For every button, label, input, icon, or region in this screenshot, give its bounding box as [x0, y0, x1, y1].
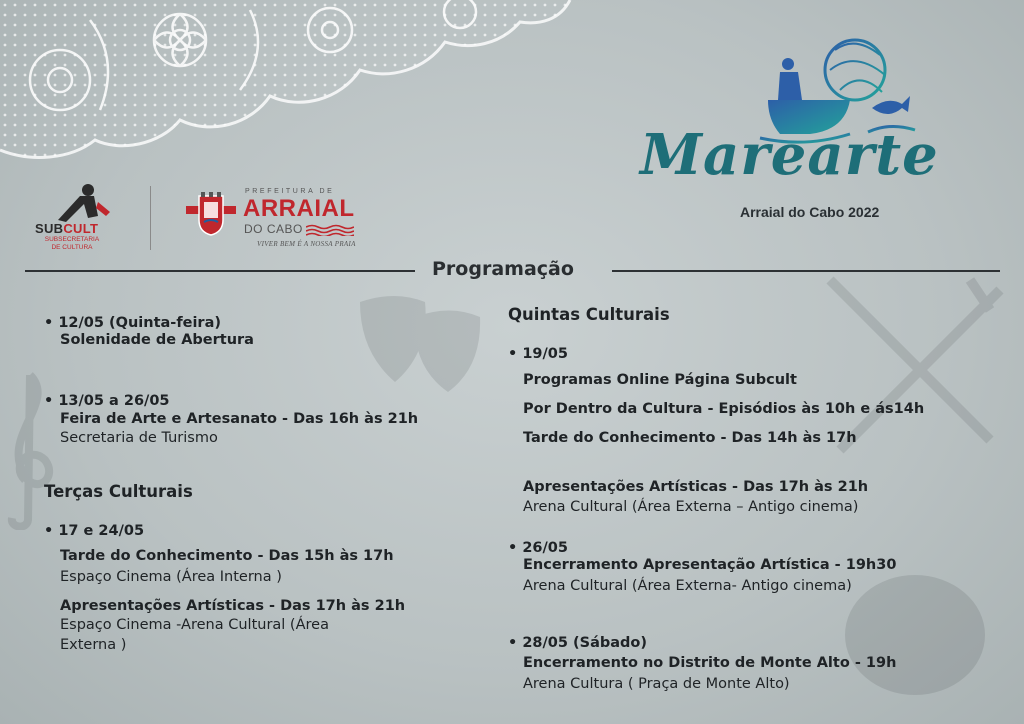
fish-icon [872, 96, 910, 114]
event-name: Apresentações Artísticas - Das 17h às 21h [60, 598, 406, 614]
prefeitura-slogan: VIVER BEM É A NOSSA PRAIA [257, 240, 356, 248]
palette-icon [840, 560, 990, 710]
subcult-subtitle: SUBSECRETARIA DE CULTURA [44, 236, 100, 251]
section-title-tercas: Terças Culturais [44, 482, 193, 501]
subcult-logo-text: SUBCULT [35, 221, 99, 236]
lace-ornament [0, 0, 600, 165]
event-place: Externa ) [60, 637, 127, 653]
theatre-masks-icon [350, 292, 490, 402]
event-date: • 17 e 24/05 [44, 523, 145, 539]
heading-rule-left [25, 270, 415, 272]
event-date: • 28/05 (Sábado) [508, 635, 648, 651]
event-name: Tarde do Conhecimento - Das 15h às 17h [60, 548, 394, 564]
prefeitura-arraial: ARRAIAL [243, 195, 355, 222]
event-date: • 26/05 [508, 540, 568, 556]
event-name: Encerramento Apresentação Artística - 19h30 [523, 557, 897, 573]
event-name: Feira de Arte e Artesanato - Das 16h às 21h [60, 411, 419, 427]
event-name: Programas Online Página Subcult [523, 372, 797, 388]
event-date: • 19/05 [508, 346, 568, 362]
event-place: Arena Cultural (Área Externa- Antigo cinema) [523, 578, 852, 594]
event-place: Secretaria de Turismo [60, 430, 218, 446]
event-name: Solenidade de Abertura [60, 332, 254, 348]
event-place: Espaço Cinema -Arena Cultural (Área [60, 617, 329, 633]
city-crest-icon [186, 192, 236, 236]
prefeitura-label: PREFEITURA DE [245, 188, 335, 195]
event-date: • 12/05 (Quinta-feira) [44, 315, 221, 331]
event-place: Arena Cultura ( Praça de Monte Alto) [523, 676, 790, 692]
heading-rule-right [612, 270, 1000, 272]
event-name: Encerramento no Distrito de Monte Alto - 19h [523, 655, 897, 671]
section-title-quintas: Quintas Culturais [508, 305, 670, 324]
logo-divider [150, 186, 151, 250]
event-date: • 13/05 a 26/05 [44, 393, 170, 409]
event-name: Tarde do Conhecimento - Das 14h às 17h [523, 430, 857, 446]
event-place: Arena Cultural (Área Externa – Antigo cinema) [523, 499, 859, 515]
event-name: Por Dentro da Cultura - Episódios às 10h e ás14h [523, 401, 925, 417]
marearte-subtitle: Arraial do Cabo 2022 [740, 204, 880, 220]
event-name: Apresentações Artísticas - Das 17h às 21h [523, 479, 869, 495]
prefeitura-do-cabo: DO CABO [244, 222, 303, 236]
waves-icon [306, 224, 354, 236]
event-place: Espaço Cinema (Área Interna ) [60, 569, 282, 585]
page-title: Programação [432, 258, 574, 280]
marearte-title: Marearte [640, 122, 939, 188]
